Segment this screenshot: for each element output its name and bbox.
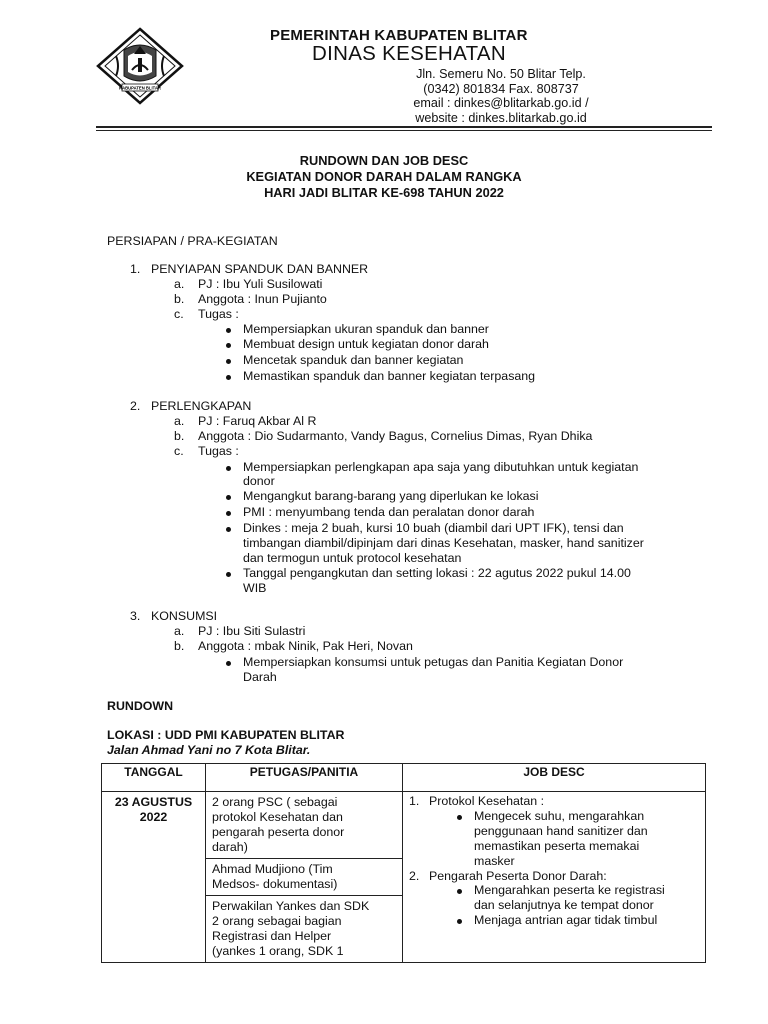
table-header-row <box>102 764 706 792</box>
petugas-line: protokol Kesehatan dan <box>212 810 343 824</box>
item-letter: c. <box>174 444 184 458</box>
petugas-entry <box>206 896 402 962</box>
petugas-entry <box>206 792 402 859</box>
petugas-line: Perwakilan Yankes dan SDK <box>212 899 370 913</box>
column-header: PETUGAS/PANITIA <box>206 764 403 792</box>
bullet-dot <box>226 495 231 500</box>
bullet-dot <box>457 815 462 820</box>
location-line: LOKASI : UDD PMI KABUPATEN BLITAR <box>107 728 345 742</box>
bullet-text: Dinkes : meja 2 buah, kursi 10 buah (diambil dari UPT IFK), tensi dan <box>243 521 624 535</box>
letterhead-divider <box>96 126 712 128</box>
bullet-text: donor <box>243 474 275 488</box>
job-bullet-text: Mengarahkan peserta ke registrasi <box>474 883 665 897</box>
table-row <box>102 792 706 963</box>
address-line: Jln. Semeru No. 50 Blitar Telp. <box>416 67 586 81</box>
column-header: JOB DESC <box>403 764 706 792</box>
petugas-line: 2 orang sebagai bagian <box>212 914 342 928</box>
bullet-dot <box>226 572 231 577</box>
jobdesc-cell <box>403 792 706 963</box>
job-bullet-text: penggunaan hand sanitizer dan <box>474 824 648 838</box>
address-line: email : dinkes@blitarkab.go.id / <box>413 96 589 111</box>
address-line: website : dinkes.blitarkab.go.id <box>415 110 587 125</box>
job-bullet-text: masker <box>474 854 515 868</box>
job-bullet-text: Menjaga antrian agar tidak timbul <box>474 913 658 927</box>
petugas-cell <box>206 792 403 963</box>
bullet-dot <box>226 511 231 516</box>
petugas-line: pengarah peserta donor <box>212 825 345 839</box>
job-number: 2. <box>409 869 420 883</box>
date-cell <box>102 792 206 963</box>
document-title <box>0 153 768 201</box>
government-name: PEMERINTAH KABUPATEN BLITAR <box>270 27 528 44</box>
title-line: KEGIATAN DONOR DARAH DALAM RANGKA <box>246 169 522 184</box>
agency-address <box>371 67 631 125</box>
section-title: PENYIAPAN SPANDUK DAN BANNER <box>151 262 369 276</box>
job-bullet-text: memastikan peserta memakai <box>474 839 640 853</box>
petugas-line: darah) <box>212 840 248 854</box>
item-text: PJ : Faruq Akbar Al R <box>198 414 317 428</box>
item-letter: a. <box>174 277 185 291</box>
date-text: 23 AGUSTUS <box>114 795 193 809</box>
bullet-text: dan termogun untuk protocol kesehatan <box>243 551 462 565</box>
bullet-dot <box>226 359 231 364</box>
bullet-text: PMI : menyumbang tenda dan peralatan donor darah <box>243 505 535 519</box>
bullet-text: WIB <box>243 581 267 595</box>
section-label: PERSIAPAN / PRA-KEGIATAN <box>107 234 278 248</box>
bullet-text: Memastikan spanduk dan banner kegiatan terpasang <box>243 369 536 383</box>
agency-name: DINAS KESEHATAN <box>312 42 506 65</box>
bullet-text: Darah <box>243 670 277 684</box>
item-text: Anggota : Inun Pujianto <box>198 292 327 306</box>
bullet-dot <box>226 527 231 532</box>
letterhead-divider-thin <box>96 130 712 131</box>
bullet-dot <box>226 328 231 333</box>
job-title: Protokol Kesehatan : <box>429 794 545 808</box>
address-line: (0342) 801834 Fax. 808737 <box>423 81 579 96</box>
bullet-dot <box>226 343 231 348</box>
svg-text:KABUPATEN BLITAR: KABUPATEN BLITAR <box>119 85 161 91</box>
bullet-text: Membuat design untuk kegiatan donor darah <box>243 337 489 351</box>
column-header: TANGGAL <box>102 764 206 792</box>
item-letter: a. <box>174 414 185 428</box>
bullet-dot <box>226 661 231 666</box>
bullet-text: Mengangkut barang-barang yang diperlukan ke lokasi <box>243 489 539 503</box>
bullet-dot <box>226 466 231 471</box>
section-number: 2. <box>130 399 141 413</box>
section-number: 1. <box>130 262 141 276</box>
item-letter: c. <box>174 307 184 321</box>
petugas-entry <box>206 859 402 896</box>
job-bullet-text: Mengecek suhu, mengarahkan <box>474 809 645 823</box>
rundown-table <box>101 763 706 963</box>
item-text: Tugas : <box>198 307 239 321</box>
petugas-line: (yankes 1 orang, SDK 1 <box>212 944 344 958</box>
kabupaten-blitar-logo <box>94 26 186 106</box>
section-number: 3. <box>130 609 141 623</box>
petugas-line: Registrasi dan Helper <box>212 929 332 943</box>
item-letter: b. <box>174 639 185 653</box>
section-title: KONSUMSI <box>151 609 218 623</box>
item-text: Tugas : <box>198 444 239 458</box>
bullet-text: Mempersiapkan konsumsi untuk petugas dan Panitia Kegiatan Donor <box>243 655 624 669</box>
item-letter: b. <box>174 292 185 306</box>
title-line: HARI JADI BLITAR KE-698 TAHUN 2022 <box>264 185 504 200</box>
bullet-dot <box>226 375 231 380</box>
address-line: Jalan Ahmad Yani no 7 Kota Blitar. <box>107 743 311 757</box>
item-text: PJ : Ibu Siti Sulastri <box>198 624 306 638</box>
item-text: PJ : Ibu Yuli Susilowati <box>198 277 323 291</box>
bullet-dot <box>457 919 462 924</box>
date-text: 2022 <box>139 810 168 824</box>
item-text: Anggota : Dio Sudarmanto, Vandy Bagus, Cornelius Dimas, Ryan Dhika <box>198 429 593 443</box>
title-line: RUNDOWN DAN JOB DESC <box>299 153 469 168</box>
job-number: 1. <box>409 794 420 808</box>
bullet-text: Tanggal pengangkutan dan setting lokasi : 22 agutus 2022 pukul 14.00 <box>243 566 631 580</box>
bullet-text: Mencetak spanduk dan banner kegiatan <box>243 353 464 367</box>
bullet-text: Mempersiapkan perlengkapan apa saja yang dibutuhkan untuk kegiatan <box>243 460 639 474</box>
item-letter: b. <box>174 429 185 443</box>
bullet-text: timbangan diambil/dipinjam dari dinas Kesehatan, masker, hand sanitizer <box>243 536 644 550</box>
section-title: PERLENGKAPAN <box>151 399 252 413</box>
job-bullet-text: dan selanjutnya ke tempat donor <box>474 898 654 912</box>
job-title: Pengarah Peserta Donor Darah: <box>429 869 607 883</box>
item-letter: a. <box>174 624 185 638</box>
item-text: Anggota : mbak Ninik, Pak Heri, Novan <box>198 639 413 653</box>
petugas-line: Ahmad Mudjiono (Tim <box>212 862 333 876</box>
petugas-line: 2 orang PSC ( sebagai <box>212 795 338 809</box>
petugas-line: Medsos- dokumentasi) <box>212 877 338 891</box>
bullet-dot <box>457 889 462 894</box>
rundown-heading: RUNDOWN <box>107 699 174 713</box>
bullet-text: Mempersiapkan ukuran spanduk dan banner <box>243 322 489 336</box>
